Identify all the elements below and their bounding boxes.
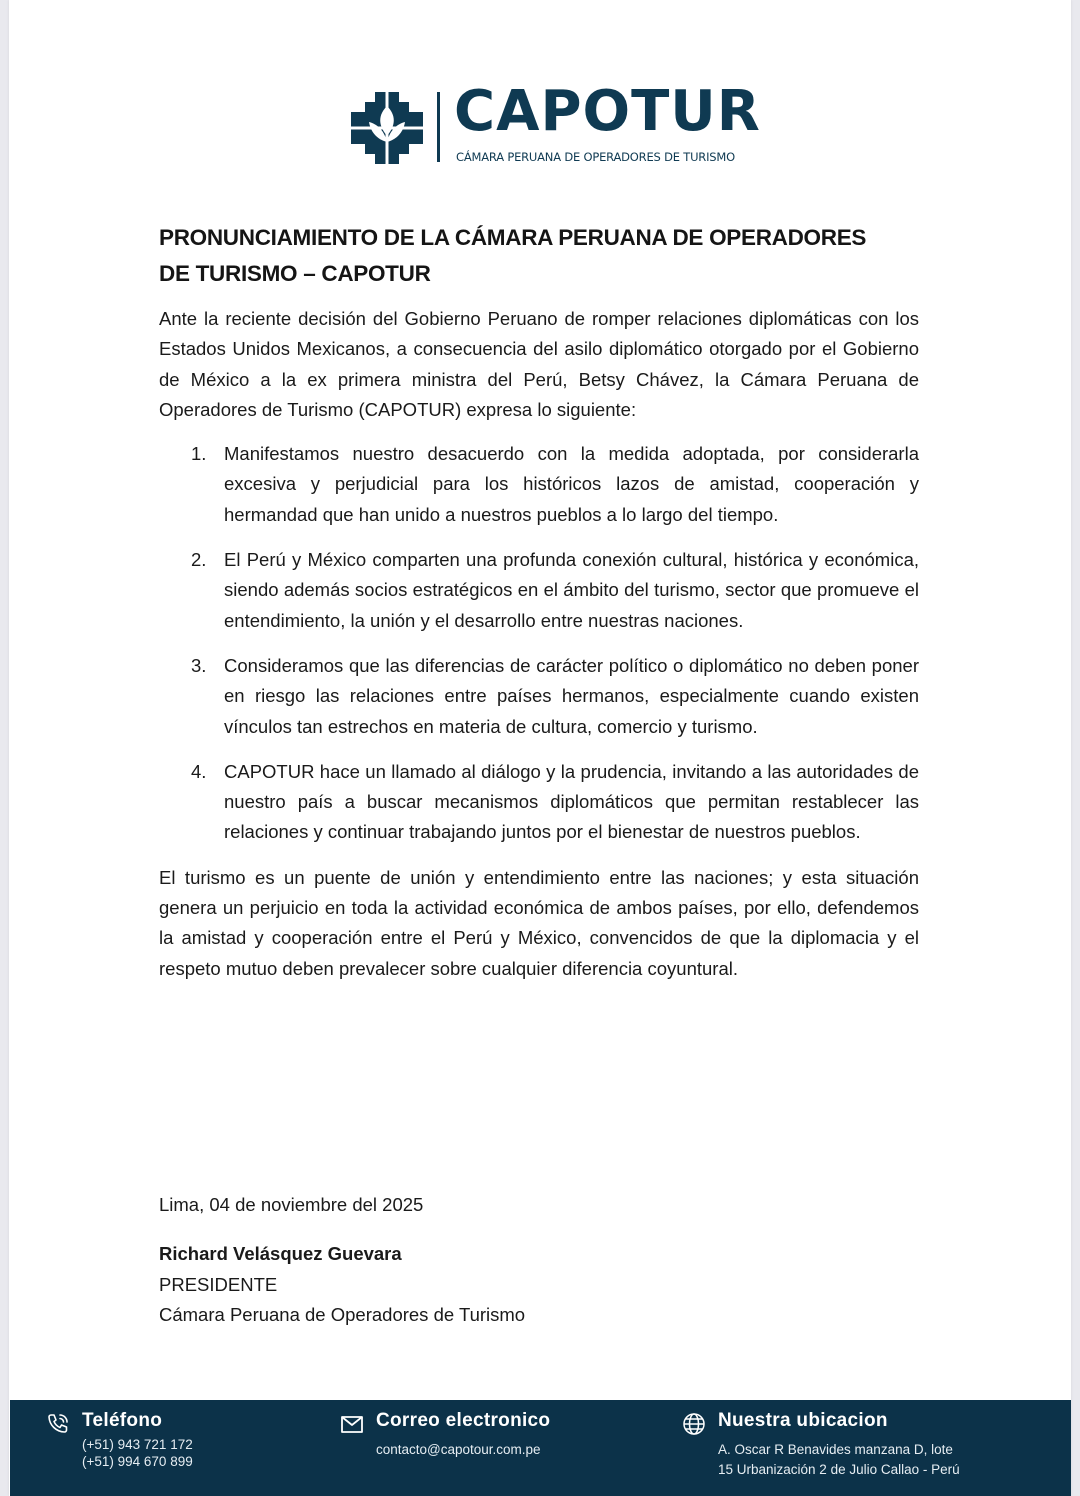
list-item [159,545,919,636]
signatory-organization: Cámara Peruana de Operadores de Turismo [159,1304,526,1325]
signature-block [159,1239,525,1331]
globe-icon [682,1412,706,1436]
email-title: Correo electronico [376,1410,551,1431]
phone-number[interactable]: (+51) 994 670 899 [82,1454,193,1469]
intro-paragraph: Ante la reciente decisión del Gobierno Peruano de romper relaciones diplomáticas con los Estados Unidos Mexicanos, a consecuencia del asilo diplomático otorgado por el Gobierno de México a la ex primera ministra del Perú, Betsy Chávez, la Cámara Peruana de Operadores de Turismo (CAPOTUR) expresa lo siguiente: [159,308,919,420]
list-number: 3. [191,654,207,676]
brand-tagline: CÁMARA PERUANA DE OPERADORES DE TURISMO [456,150,735,164]
mail-icon [340,1412,364,1436]
document-title [159,220,919,292]
email-address[interactable]: contacto@capotour.com.pe [376,1442,541,1457]
list-text: CAPOTUR hace un llamado al diálogo y la prudencia, invitando a las autoridades de nuestro país a buscar mecanismos diplomáticos que permitan restablecer las relaciones y continuar trabajando juntos por el bienestar de nuestros pueblos. [224,760,919,843]
phone-title: Teléfono [82,1410,163,1431]
chakana-leaf-icon [351,92,423,164]
logo-divider [437,92,440,162]
capotur-logo [351,79,761,168]
signatory-name: Richard Velásquez Guevara [159,1243,402,1264]
points-list [159,439,919,848]
signatory-role: PRESIDENTE [159,1273,278,1295]
list-number: 2. [191,549,207,571]
list-text: El Perú y México comparten una profunda conexión cultural, histórica y económica, siendo además socios estratégicos en el ámbito del turismo, sector que promueve el entendimiento, la unión y el desarrollo entre nuestras naciones. [224,549,919,631]
phone-number[interactable]: (+51) 943 721 172 [82,1437,193,1452]
title-line-1: PRONUNCIAMIENTO DE LA CÁMARA PERUANA DE OPERADORES [159,225,867,250]
location-title: Nuestra ubicacion [718,1410,888,1431]
document-date: Lima, 04 de noviembre del 2025 [159,1194,424,1215]
list-item [159,439,919,530]
document-body [159,220,919,984]
list-text: Consideramos que las diferencias de carácter político o diplomático no deben poner en riesgo las relaciones entre países hermanos, especialmente cuando existen vínculos tan estrechos en materia de cultura, comercio y turismo. [224,654,919,737]
contact-footer [10,1400,1071,1496]
list-number: 4. [191,760,207,782]
title-line-2: DE TURISMO – CAPOTUR [159,261,431,286]
phone-icon [46,1412,70,1436]
list-item [159,757,919,848]
list-number: 1. [191,443,207,465]
list-text: Manifestamos nuestro desacuerdo con la medida adoptada, por considerarla excesiva y perjudicial para los históricos lazos de amistad, cooperación y hermandad que han unido a nuestros pueblos a lo largo del tiempo. [224,443,919,525]
address-line: 15 Urbanización 2 de Julio Callao - Perú [718,1462,960,1477]
address-line: A. Oscar R Benavides manzana D, lote [718,1442,953,1457]
document-page [9,0,1071,1496]
list-item [159,651,919,742]
brand-name: CAPOTUR [454,79,761,144]
closing-paragraph: El turismo es un puente de unión y entendimiento entre las naciones; y esta situación genera un perjuicio en toda la actividad económica de ambos países, por ello, defendemos la amistad y cooperación entre el Perú y México, convencidos de que la diplomacia y el respeto mutuo deben prevalecer sobre cualquier diferencia coyuntural. [159,866,919,979]
